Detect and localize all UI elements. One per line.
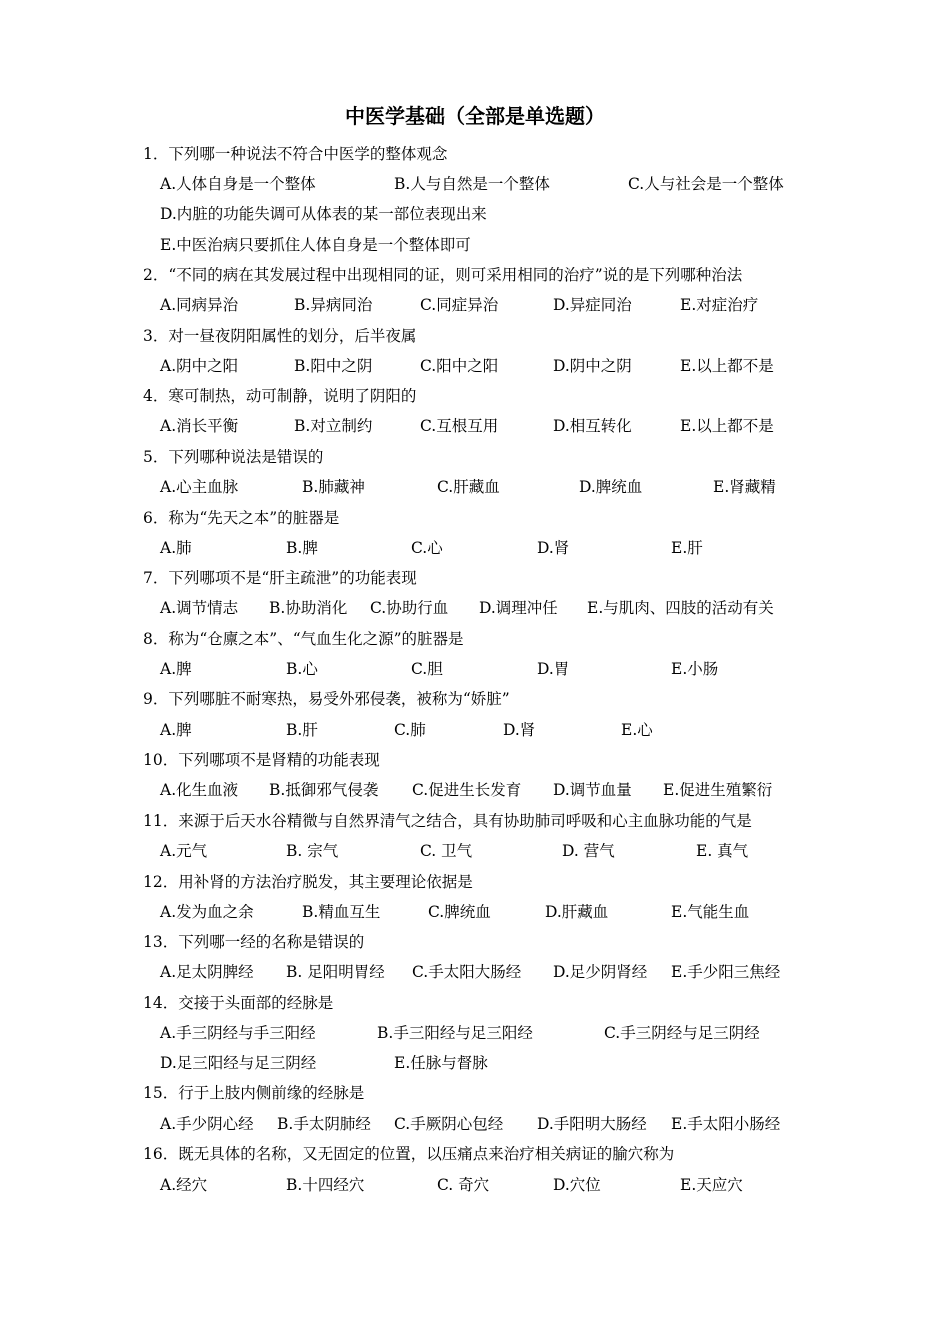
option-b: B.脾 xyxy=(286,539,318,557)
option-d: D.胃 xyxy=(537,660,570,678)
option-e: E.手少阳三焦经 xyxy=(671,963,781,981)
question-stem: 13．下列哪一经的名称是错误的 xyxy=(143,933,365,951)
option-d: D.肾 xyxy=(537,539,570,557)
option-c: C.人与社会是一个整体 xyxy=(628,175,784,193)
option-e: E.促进生殖繁衍 xyxy=(663,781,773,799)
option-c: C. 卫气 xyxy=(420,842,473,860)
question-stem: 7．下列哪项不是“肝主疏泄”的功能表现 xyxy=(143,569,417,587)
option-a: A.元气 xyxy=(160,842,208,860)
question-stem: 9．下列哪脏不耐寒热，易受外邪侵袭，被称为“娇脏” xyxy=(143,690,510,708)
option-d: D.异症同治 xyxy=(553,296,632,314)
option-a: A.足太阴脾经 xyxy=(160,963,254,981)
option-a: A.心主血脉 xyxy=(160,478,239,496)
option-b: B.手三阳经与足三阳经 xyxy=(377,1024,533,1042)
option-b: B.精血互生 xyxy=(302,903,381,921)
question-stem: 12．用补肾的方法治疗脱发，其主要理论依据是 xyxy=(143,873,473,891)
option-b: B.阳中之阴 xyxy=(294,357,373,375)
option-b: B.人与自然是一个整体 xyxy=(394,175,550,193)
option-e: E.以上都不是 xyxy=(680,417,774,435)
option-b: B.异病同治 xyxy=(294,296,373,314)
option-a: A.经穴 xyxy=(160,1176,208,1194)
option-a: A.消长平衡 xyxy=(160,417,239,435)
option-b: B.抵御邪气侵袭 xyxy=(269,781,379,799)
option-c: C.互根互用 xyxy=(420,417,499,435)
option-a: A.同病异治 xyxy=(160,296,239,314)
option-a: A.发为血之余 xyxy=(160,903,254,921)
option-d: D.相互转化 xyxy=(553,417,632,435)
question-stem: 14．交接于头面部的经脉是 xyxy=(143,994,334,1012)
option-d: D.脾统血 xyxy=(579,478,643,496)
option-c: C.手厥阴心包经 xyxy=(394,1115,504,1133)
option-c: C.脾统血 xyxy=(428,903,491,921)
question-stem: 8．称为“仓廪之本”、“气血生化之源”的脏器是 xyxy=(143,630,464,648)
option-c: C.阳中之阳 xyxy=(420,357,499,375)
option-a: A.化生血液 xyxy=(160,781,239,799)
option-c: C.肺 xyxy=(394,721,426,739)
option-d: D. 营气 xyxy=(562,842,615,860)
option-c: C.心 xyxy=(411,539,443,557)
option-b: B. 宗气 xyxy=(286,842,339,860)
option-c: C.手太阳大肠经 xyxy=(412,963,522,981)
option-b: B.手太阴肺经 xyxy=(277,1115,371,1133)
option-c: C.促进生长发育 xyxy=(412,781,522,799)
option-b: B.协助消化 xyxy=(269,599,348,617)
option-b: B. 足阳明胃经 xyxy=(286,963,385,981)
option-c: C.手三阴经与足三阴经 xyxy=(604,1024,760,1042)
option-d: D.肾 xyxy=(503,721,536,739)
option-c: C.胆 xyxy=(411,660,443,678)
option-b: B.对立制约 xyxy=(294,417,373,435)
question-stem: 3．对一昼夜阴阳属性的划分，后半夜属 xyxy=(143,327,417,345)
option-d: D.调理冲任 xyxy=(479,599,558,617)
question-stem: 16．既无具体的名称，又无固定的位置，以压痛点来治疗相关病证的腧穴称为 xyxy=(143,1145,675,1163)
option-e: E.天应穴 xyxy=(680,1176,743,1194)
option-e: E.手太阳小肠经 xyxy=(671,1115,781,1133)
option-a: A.调节情志 xyxy=(160,599,239,617)
option-e: E.与肌肉、四肢的活动有关 xyxy=(587,599,774,617)
question-stem: 5．下列哪种说法是错误的 xyxy=(143,448,324,466)
option-d: D.内脏的功能失调可从体表的某一部位表现出来 xyxy=(160,205,487,223)
question-stem: 10．下列哪项不是肾精的功能表现 xyxy=(143,751,380,769)
option-b: B.心 xyxy=(286,660,318,678)
option-e: E.肾藏精 xyxy=(713,478,776,496)
option-b: B.肺藏神 xyxy=(302,478,365,496)
question-stem: 6．称为“先天之本”的脏器是 xyxy=(143,509,340,527)
question-stem: 2．“不同的病在其发展过程中出现相同的证，则可采用相同的治疗”说的是下列哪种治法 xyxy=(143,266,743,284)
option-c: C.肝藏血 xyxy=(437,478,500,496)
option-a: A.脾 xyxy=(160,660,192,678)
option-d: D.阴中之阴 xyxy=(553,357,632,375)
option-a: A.阴中之阳 xyxy=(160,357,239,375)
option-d: D.调节血量 xyxy=(553,781,632,799)
option-b: B.肝 xyxy=(286,721,318,739)
question-stem: 1．下列哪一种说法不符合中医学的整体观念 xyxy=(143,145,448,163)
option-e: E.心 xyxy=(621,721,653,739)
option-a: A.手少阴心经 xyxy=(160,1115,254,1133)
question-stem: 15．行于上肢内侧前缘的经脉是 xyxy=(143,1084,365,1102)
option-d: D.穴位 xyxy=(553,1176,601,1194)
option-c: C.协助行血 xyxy=(370,599,449,617)
option-c: C. 奇穴 xyxy=(437,1176,490,1194)
option-c: C.同症异治 xyxy=(420,296,499,314)
option-e: E.气能生血 xyxy=(671,903,750,921)
option-a: A.手三阴经与手三阳经 xyxy=(160,1024,316,1042)
option-d: D.足三阳经与足三阴经 xyxy=(160,1054,317,1072)
option-e: E.肝 xyxy=(671,539,703,557)
option-a: A.脾 xyxy=(160,721,192,739)
option-e: E.对症治疗 xyxy=(680,296,759,314)
option-d: D.手阳明大肠经 xyxy=(537,1115,647,1133)
option-e: E.以上都不是 xyxy=(680,357,774,375)
option-e: E. 真气 xyxy=(696,842,749,860)
option-e: E.小肠 xyxy=(671,660,719,678)
option-e: E.中医治病只要抓住人体自身是一个整体即可 xyxy=(160,236,471,254)
question-stem: 4．寒可制热，动可制静，说明了阴阳的 xyxy=(143,387,417,405)
option-d: D.肝藏血 xyxy=(545,903,609,921)
option-d: D.足少阴肾经 xyxy=(553,963,648,981)
question-stem: 11．来源于后天水谷精微与自然界清气之结合，具有协助肺司呼吸和心主血脉功能的气是 xyxy=(143,812,752,830)
option-a: A.人体自身是一个整体 xyxy=(160,175,316,193)
option-b: B.十四经穴 xyxy=(286,1176,365,1194)
option-a: A.肺 xyxy=(160,539,192,557)
option-e: E.任脉与督脉 xyxy=(394,1054,488,1072)
page-title: 中医学基础（全部是单选题） xyxy=(345,104,605,128)
